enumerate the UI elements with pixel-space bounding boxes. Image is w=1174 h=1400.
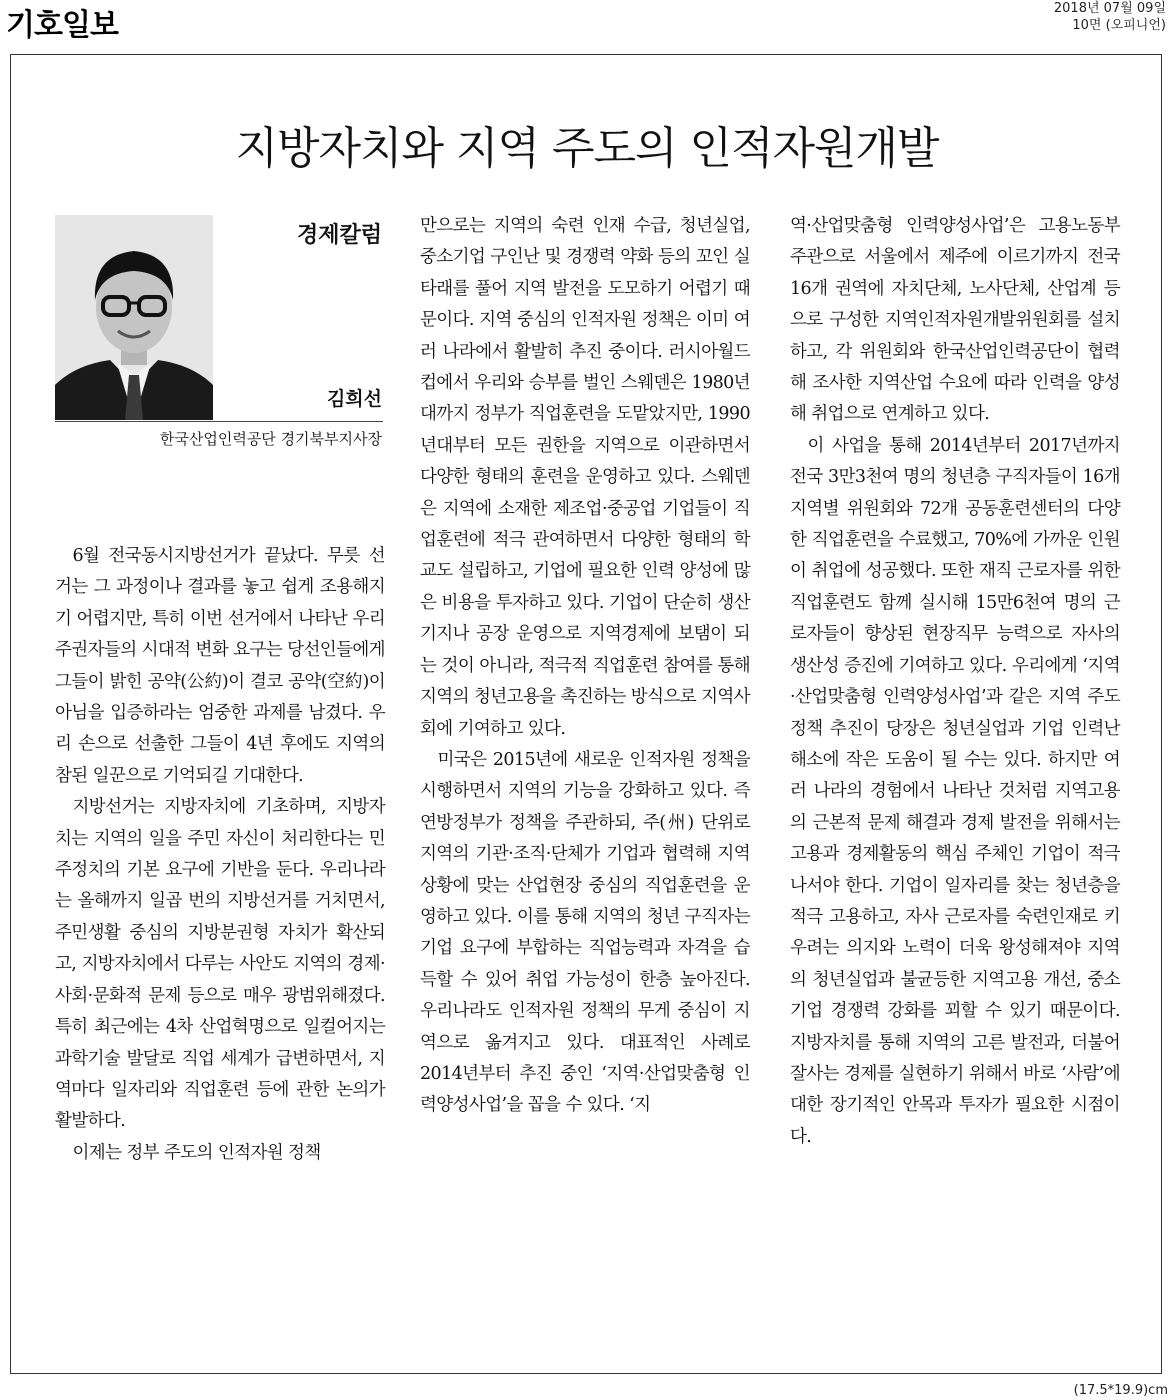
column-label: 경제칼럼 bbox=[296, 223, 382, 248]
article-headline: 지방자치와 지역 주도의 인적자원개발 bbox=[235, 123, 939, 174]
page-section: 10면 (오피니언) bbox=[1072, 18, 1166, 33]
paragraph: 6월 전국동시지방선거가 끝났다. 무릇 선거는 그 과정이나 결과를 놓고 쉽게 조용해지기 어렵지만, 특히 이번 선거에서 나타난 우리 주권자들의 시대적 변화 요구는 당선인들에게 그들이 밝힌 공약(公約)이 결코 공약(空約)이 아님을 입증하라는 엄중한 과제를 남겼다. 우리 손으로 선출한 그들이 4년 후에도 지역의 참된 일꾼으로 기억되길 기대한다. bbox=[55, 546, 385, 786]
article-column-1 bbox=[55, 541, 385, 1169]
paragraph: 만으로는 지역의 숙련 인재 수급, 청년실업, 중소기업 구인난 및 경쟁력 약화 등의 꼬인 실타래를 풀어 지역 발전을 도모하기 어렵기 때문이다. 지역 중심의 인적자원 정책은 이미 여러 나라에서 활발히 추진 중이다. 러시아월드컵에서 우리와 승부를 벌인 스웨덴은 1980년대까지 정부가 직업훈련을 도맡았지만, 1990년대부터 모든 권한을 지역으로 이관하면서 다양한 형태의 훈련을 운영하고 있다. 스웨덴은 지역에 소재한 제조업·중공업 기업들이 직업훈련에 적극 관여하면서 다양한 형태의 학교도 설립하고, 기업에 필요한 인력 양성에 많은 비용을 투자하고 있다. 기업이 단순히 생산기지나 공장 운영으로 지역경제에 보탬이 되는 것이 아니라, 적극적 직업훈련 참여를 통해 지역의 청년고용을 촉진하는 방식으로 지역사회에 기여하고 있다. bbox=[420, 216, 750, 739]
paragraph: 역·산업맞춤형 인력양성사업’은 고용노동부 주관으로 서울에서 제주에 이르기까지 전국 16개 권역에 자치단체, 노사단체, 산업계 등으로 구성한 지역인적자원개발위원회를 설치하고, 각 위원회와 한국산업인력공단이 협력해 조사한 지역산업 수요에 따라 인력을 양성해 취업으로 연계하고 있다. bbox=[790, 216, 1120, 425]
author-title: 한국산업인력공단 경기북부지사장 bbox=[159, 430, 382, 448]
newspaper-masthead: 기호일보 bbox=[6, 8, 118, 43]
article-column-2 bbox=[420, 211, 750, 1122]
clipping-size-note: (17.5*19.9)cm bbox=[1073, 1383, 1168, 1398]
paragraph: 지방선거는 지방자치에 기초하며, 지방자치는 지역의 일을 주민 자신이 처리한다는 민주정치의 기본 요구에 기반을 둔다. 우리나라는 올해까지 일곱 번의 지방선거를 거치면서, 주민생활 중심의 지방분권형 자치가 확산되고, 지방자치에서 다루는 사안도 지역의 경제·사회·문화적 문제 등으로 매우 광범위해졌다. 특히 최근에는 4차 산업혁명으로 일컬어지는 과학기술 발달로 직업 세계가 급변하면서, 지역마다 일자리와 직업훈련 등에 관한 논의가 활발하다. bbox=[55, 797, 385, 1132]
author-portrait-image bbox=[55, 215, 213, 420]
author-photo bbox=[55, 215, 213, 420]
article-column-3 bbox=[790, 211, 1120, 1153]
issue-info bbox=[1054, 0, 1166, 34]
issue-date: 2018년 07월 09일 bbox=[1053, 1, 1166, 16]
paragraph: 미국은 2015년에 새로운 인적자원 정책을 시행하면서 지역의 기능을 강화하고 있다. 즉 연방정부가 정책을 주관하되, 주(州) 단위로 지역의 기관·조직·단체가 기업과 협력해 지역 상황에 맞는 산업현장 중심의 직업훈련을 운영하고 있다. 이를 통해 지역의 청년 구직자는 기업 요구에 부합하는 직업능력과 자격을 습득할 수 있어 취업 가능성이 한층 높아진다. 우리나라도 인적자원 정책의 무게 중심이 지역으로 옮겨지고 있다. 대표적인 사례로 2014년부터 추진 중인 ‘지역·산업맞춤형 인력양성사업’을 꼽을 수 있다. ‘지 bbox=[420, 749, 750, 1116]
byline-divider bbox=[55, 421, 383, 422]
author-name: 김희선 bbox=[326, 388, 382, 410]
paragraph: 이 사업을 통해 2014년부터 2017년까지 전국 3만3천여 명의 청년층 구직자들이 16개 지역별 위원회와 72개 공동훈련센터의 다양한 직업훈련을 수료했고, 70%에 가까운 인원이 취업에 성공했다. 또한 재직 근로자를 위한 직업훈련도 함께 실시해 15만6천여 명의 근로자들이 향상된 현장직무 능력으로 자사의 생산성 증진에 기여하고 있다. 우리에게 ‘지역·산업맞춤형 인력양성사업’과 같은 지역 주도 정책 추진이 당장은 청년실업과 기업 인력난 해소에 작은 도움이 될 수는 있다. 하지만 여러 나라의 경험에서 나타난 것처럼 지역고용의 근본적 문제 해결과 경제 발전을 위해서는 고용과 경제활동의 핵심 주체인 기업이 적극 나서야 한다. 기업이 일자리를 찾는 청년층을 적극 고용하고, 자사 근로자를 숙련인재로 키우려는 의지와 노력이 더욱 왕성해져야 지역의 청년실업과 불균등한 지역고용 개선, 중소기업 경쟁력 강화를 꾀할 수 있기 때문이다. 지방자치를 통해 지역의 고른 발전과, 더불어 잘사는 경제를 실현하기 위해서 바로 ‘사람’에 대한 장기적인 안목과 투자가 필요한 시점이다. bbox=[790, 435, 1120, 1147]
paragraph: 이제는 정부 주도의 인적자원 정책 bbox=[72, 1142, 321, 1163]
